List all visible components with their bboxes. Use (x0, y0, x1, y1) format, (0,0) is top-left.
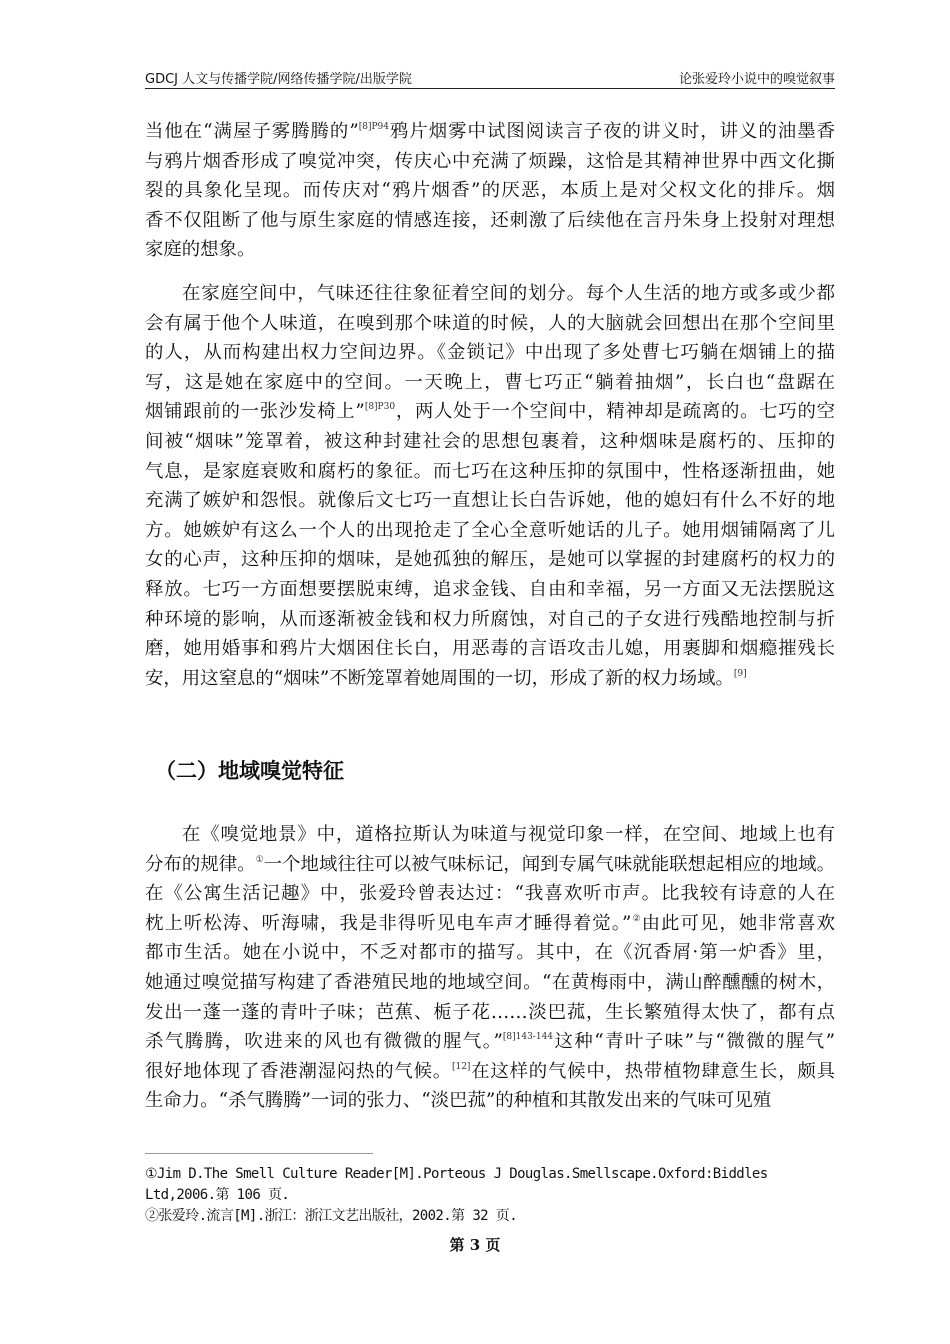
text-run: 在《嗅觉地景》中，道格拉斯认为味道与视觉印象一样，在空间、地域上也有 (182, 824, 835, 845)
page-header (145, 66, 835, 89)
text-line (145, 998, 835, 1028)
text-line (145, 938, 835, 968)
text-line (145, 117, 835, 147)
text-line (145, 309, 835, 339)
text-run: 枕上听松涛、听海啸，我是非得听见电车声才睡得着觉。” (145, 912, 632, 934)
text-line (145, 1027, 835, 1057)
text-run: 在《公寓生活记趣》中，张爱玲曾表达过：“我喜欢听市声。比我较有诗意的人在 (145, 883, 835, 905)
text-line (145, 968, 835, 998)
text-line (145, 820, 835, 850)
text-run: 都市生活。她在小说中，不乏对都市的描写。其中，在《沉香屑·第一炉香》里， (145, 942, 835, 964)
footnote-divider (145, 1153, 373, 1154)
text-run: 家庭的想象。 (145, 239, 256, 261)
text-line (145, 147, 835, 177)
citation-superscript: [12] (451, 1061, 471, 1072)
text-line (145, 176, 835, 206)
footnotes (145, 1164, 835, 1227)
text-run: 发出一蓬一蓬的青叶子味；芭蕉、栀子花……淡巴菰，生长繁殖得太快了，都有点 (145, 1001, 835, 1023)
text-run: 女的心声，这种压抑的烟味，是她孤独的解压，是她可以掌握的封建腐朽的权力的 (145, 549, 835, 571)
text-line (145, 575, 835, 605)
text-line (145, 1057, 835, 1087)
text-run: 方。她嫉妒有这么一个人的出现抢走了全心全意听她话的儿子。她用烟铺隔离了儿 (145, 519, 835, 541)
text-line (145, 235, 835, 265)
text-line (145, 850, 835, 880)
paragraph (145, 279, 835, 693)
footnote-line: Ltd,2006.第 106 页. (145, 1187, 290, 1203)
text-line (145, 545, 835, 575)
text-line (145, 879, 835, 909)
section-heading: （二）地域嗅觉特征 (155, 758, 344, 783)
text-line (145, 1086, 835, 1116)
page-number: 第 3 页 (449, 1236, 501, 1254)
text-line (145, 338, 835, 368)
text-run: 当他在“满屋子雾腾腾的” (145, 121, 359, 142)
citation-superscript: [8]143-144 (502, 1032, 554, 1043)
text-line (145, 397, 835, 427)
text-line (145, 279, 835, 309)
text-run: 与鸦片烟香形成了嗅觉冲突，传庆心中充满了烦躁，这恰是其精神世界中西文化撕 (145, 150, 835, 172)
text-line (145, 605, 835, 635)
text-run: 气息，是家庭衰败和腐朽的象征。而七巧在这种压抑的氛围中，性格逐渐扭曲，她 (145, 460, 835, 482)
text-run: 种环境的影响，从而逐渐被金钱和权力所腐蚀，对自己的子女进行残酷地控制与折 (145, 608, 835, 630)
text-run: 裂的具象化呈现。而传庆对“鸦片烟香”的厌恶，本质上是对父权文化的排斥。烟 (145, 180, 835, 202)
section-2-text (145, 820, 835, 1116)
citation-superscript: [8]P94 (358, 122, 389, 132)
header-title: 论张爱玲小说中的嗅觉叙事 (678, 72, 835, 87)
text-run: 生命力。“杀气腾腾”一词的张力、“淡巴菰”的种植和其散发出来的气味可见殖 (145, 1090, 772, 1112)
header-institution: GDCJ 人文与传播学院/网络传播学院/出版学院 (145, 72, 412, 87)
text-line (145, 634, 835, 664)
text-run: 在这样的气候中，热带植物肆意生长，颇具 (470, 1060, 835, 1082)
text-run: 一个地域往往可以被气味标记，闻到专属气味就能联想起相应的地域。 (263, 853, 835, 875)
text-run: 磨，她用婚事和鸦片大烟困住长白，用恶毒的言语攻击儿媳，用裹脚和烟瘾摧残长 (145, 638, 835, 660)
text-line (145, 486, 835, 516)
paragraph (145, 820, 835, 1116)
text-run: 这种“青叶子味”与“微微的腥气” (553, 1031, 836, 1053)
text-run: 香不仅阻断了他与原生家庭的情感连接，还刺激了后续他在言丹朱身上投射对理想 (145, 209, 835, 231)
text-line (145, 516, 835, 546)
text-run: 分布的规律。 (145, 853, 256, 875)
text-line (145, 368, 835, 398)
text-line (145, 206, 835, 236)
text-run: 由此可见，她非常喜欢 (641, 912, 835, 934)
body-text (145, 117, 835, 693)
citation-superscript: ② (631, 913, 642, 924)
text-run: 释放。七巧一方面想要摆脱束缚，追求金钱、自由和幸福，另一方面又无法摆脱这 (145, 578, 835, 600)
section-1-text (145, 117, 835, 693)
text-run: ，两人处于一个空间中，精神却是疏离的。七巧的空 (395, 401, 835, 423)
body-text-2 (145, 820, 835, 1116)
text-run: 鸦片烟雾中试图阅读言子夜的讲义时，讲义的油墨香 (388, 121, 835, 142)
text-run: 间被“烟味”笼罩着，被这种封建社会的思想包裹着，这种烟味是腐朽的、压抑的 (145, 430, 835, 452)
text-line (145, 664, 835, 694)
text-run: 烟铺跟前的一张沙发椅上” (145, 401, 365, 423)
text-run: 的人，从而构建出权力空间边界。《金锁记》中出现了多处曹七巧躺在烟铺上的描 (145, 342, 835, 364)
text-run: 安，用这窒息的“烟味”不断笼罩着她周围的一切，形成了新的权力场域。 (145, 667, 734, 689)
text-run: 很好地体现了香港潮湿闷热的气候。 (145, 1060, 452, 1082)
text-run: 杀气腾腾，吹进来的风也有微微的腥气。” (145, 1031, 503, 1053)
text-run: 会有属于他个人味道，在嗅到那个味道的时候，人的大脑就会回想出在那个空间里 (145, 312, 835, 334)
text-run: 她通过嗅觉描写构建了香港殖民地的地域空间。“在黄梅雨中，满山醉醺醺的树木， (145, 971, 835, 993)
text-line (145, 909, 835, 939)
footnote-line: ①Jim D.The Smell Culture Reader[M].Porteous J Douglas.Smellscape.Oxford:Biddles (145, 1166, 768, 1182)
text-run: 写，这是她在家庭中的空间。一天晚上，曹七巧正“躺着抽烟”，长白也“盘踞在 (145, 371, 835, 393)
text-run: 充满了嫉妒和怨恨。就像后文七巧一直想让长白告诉她，他的媳妇有什么不好的地 (145, 490, 835, 512)
text-line (145, 427, 835, 457)
paragraph (145, 117, 835, 265)
citation-superscript: ① (255, 854, 264, 865)
citation-superscript: [9] (733, 668, 747, 679)
text-run: 在家庭空间中，气味还往往象征着空间的划分。每个人生活的地方或多或少都 (182, 282, 835, 304)
citation-superscript: [8]P30 (364, 402, 396, 413)
text-line (145, 457, 835, 487)
footnote-line: ②张爱玲.流言[M].浙江：浙江文艺出版社，2002.第 32 页. (145, 1208, 518, 1224)
